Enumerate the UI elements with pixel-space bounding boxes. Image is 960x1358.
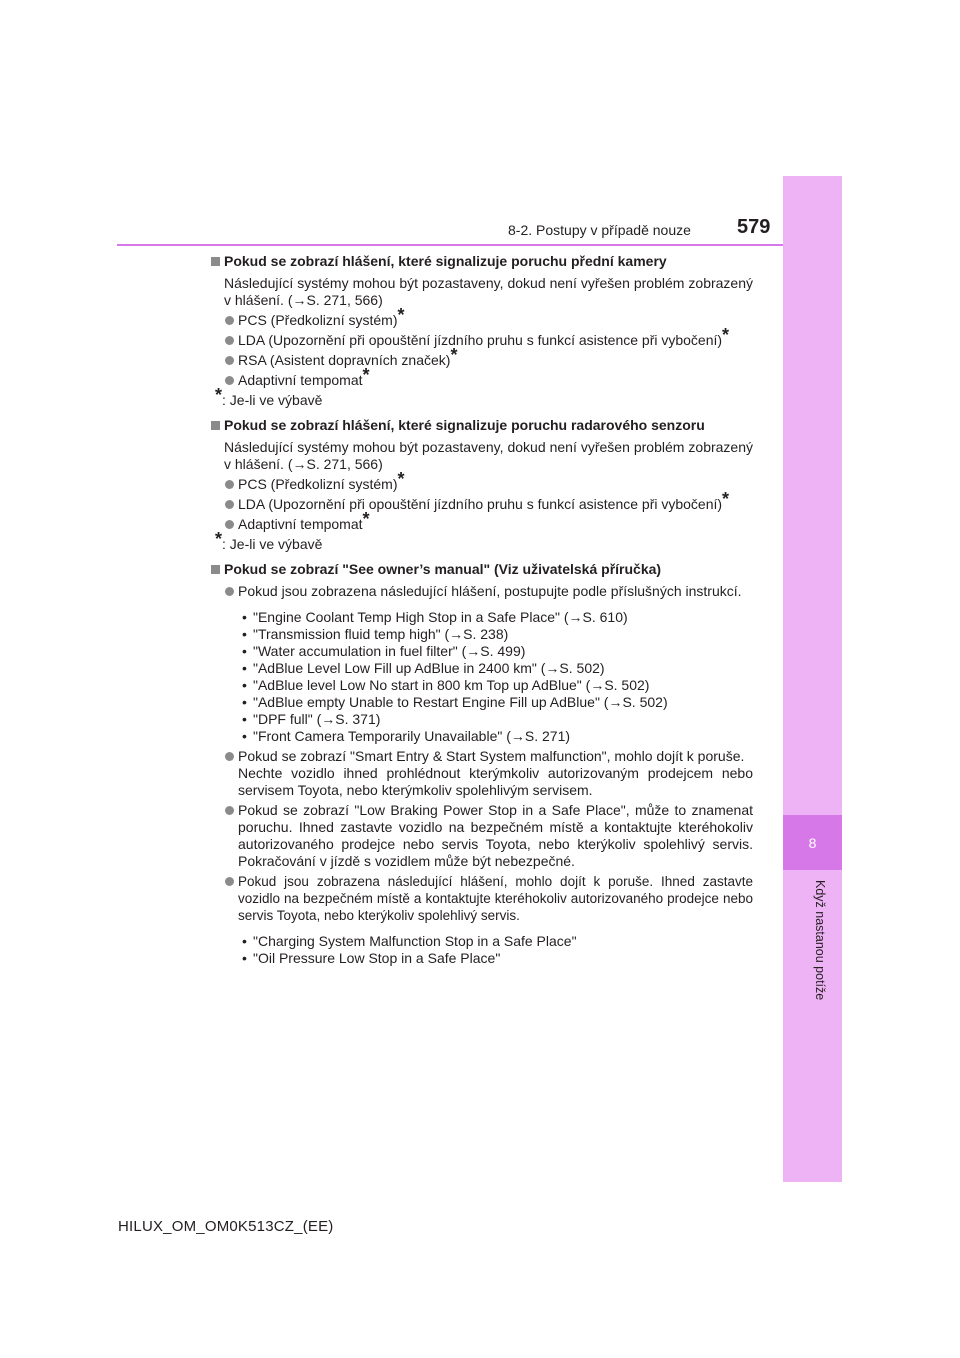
message-item: • "Engine Coolant Temp High Stop in a Safe Place" (→S. 610) xyxy=(242,609,628,625)
paragraph: Následující systémy mohou být pozastaveny, dokud není vyřešen problém zobrazený v hlášení. (→S. 271, 566) xyxy=(224,439,753,472)
message-item: • "AdBlue Level Low Fill up AdBlue in 2400 km" (→S. 502) xyxy=(242,660,605,676)
message-item: • "AdBlue level Low No start in 800 km Top up AdBlue" (→S. 502) xyxy=(242,677,650,693)
chapter-number: 8 xyxy=(808,834,817,851)
bullet-icon xyxy=(225,356,234,365)
page-number: 579 xyxy=(737,216,771,238)
list-item: RSA (Asistent dopravních značek)* xyxy=(224,352,753,369)
bullet-icon xyxy=(225,806,234,815)
bullet-icon xyxy=(225,752,234,761)
footnote: *: Je-li ve výbavě xyxy=(215,385,323,408)
page-content xyxy=(209,253,753,967)
message-item: • "Oil Pressure Low Stop in a Safe Place" xyxy=(242,950,501,966)
list-item: PCS (Předkolizní systém)* xyxy=(224,312,753,329)
list-item: PCS (Předkolizní systém)* xyxy=(224,476,753,493)
message-item: • "AdBlue empty Unable to Restart Engine Fill up AdBlue" (→S. 502) xyxy=(242,694,668,710)
chapter-side-tab xyxy=(783,176,842,1182)
square-bullet-icon xyxy=(211,257,220,266)
section-heading-owners-manual: Pokud se zobrazí "See owner’s manual" (Viz uživatelská příručka) xyxy=(209,561,753,578)
chapter-number-box xyxy=(783,815,842,870)
square-bullet-icon xyxy=(211,421,220,430)
message-item: • "Charging System Malfunction Stop in a Safe Place" xyxy=(242,933,577,949)
section-heading-radar-sensor: Pokud se zobrazí hlášení, které signalizuje poruchu radarového senzoru xyxy=(209,417,753,434)
asterisk-icon: * xyxy=(722,489,730,509)
bullet-icon xyxy=(225,500,234,509)
asterisk-icon: * xyxy=(450,345,458,365)
header-divider xyxy=(117,244,783,246)
paragraph: Následující systémy mohou být pozastaveny, dokud není vyřešen problém zobrazený v hlášení. (→S. 271, 566) xyxy=(224,275,753,308)
asterisk-icon: * xyxy=(215,529,223,549)
message-item: • "Water accumulation in fuel filter" (→S. 499) xyxy=(242,643,526,659)
list-item: LDA (Upozornění při opouštění jízdního pruhu s funkcí asistence při vybočení)* xyxy=(224,332,753,349)
bullet-icon xyxy=(225,587,234,596)
bullet-icon xyxy=(225,316,234,325)
list-item: Pokud jsou zobrazena následující hlášení, postupujte podle příslušných instrukcí. xyxy=(224,583,753,600)
list-item: Adaptivní tempomat* xyxy=(224,372,753,389)
asterisk-icon: * xyxy=(362,365,370,385)
asterisk-icon: * xyxy=(362,509,370,529)
footnote: *: Je-li ve výbavě xyxy=(215,529,323,552)
asterisk-icon: * xyxy=(722,325,730,345)
list-item: Pokud se zobrazí "Low Braking Power Stop in a Safe Place", může to znamenat poruchu. Ihned zastavte vozidlo na bezpečném místě a kontaktujte kteréhokoliv autorizovaného prodejce nebo servis Toyota, nebo kterýkoliv spolehlivý servis. Pokračování v jízdě s vozidlem může být nebezpečné. xyxy=(224,802,753,870)
bullet-icon xyxy=(225,480,234,489)
message-item: • "Transmission fluid temp high" (→S. 238) xyxy=(242,626,509,642)
bullet-icon xyxy=(225,376,234,385)
bullet-icon xyxy=(225,877,234,886)
header-section-title: 8-2. Postupy v případě nouze xyxy=(508,222,691,238)
document-code: HILUX_OM_OM0K513CZ_(EE) xyxy=(118,1218,334,1235)
list-item: LDA (Upozornění při opouštění jízdního pruhu s funkcí asistence při vybočení)* xyxy=(224,496,753,513)
list-item: Pokud jsou zobrazena následující hlášení, mohlo dojít k poruše. Ihned zastavte vozidlo na bezpečném místě a kontaktujte kteréhokoliv autorizovaného prodejce nebo servis Toyota, nebo kterýkoliv spolehlivý servis. xyxy=(224,873,753,924)
bullet-icon xyxy=(225,520,234,529)
section-heading-front-camera: Pokud se zobrazí hlášení, které signalizuje poruchu přední kamery xyxy=(209,253,753,270)
asterisk-icon: * xyxy=(215,385,223,405)
asterisk-icon: * xyxy=(397,305,405,325)
bullet-icon xyxy=(225,336,234,345)
message-item: • "DPF full" (→S. 371) xyxy=(242,711,381,727)
list-item: Pokud se zobrazí "Smart Entry & Start System malfunction", mohlo dojít k poruše. Nechte vozidlo ihned prohlédnout kterýmkoliv autorizovaným prodejcem nebo servisem Toyota, nebo kterýmkoliv spolehlivým servisem. xyxy=(224,748,753,799)
list-item: Adaptivní tempomat* xyxy=(224,516,753,533)
chapter-title: Když nastanou potíže xyxy=(813,880,827,1001)
message-item: • "Front Camera Temporarily Unavailable" (→S. 271) xyxy=(242,728,571,744)
asterisk-icon: * xyxy=(397,469,405,489)
square-bullet-icon xyxy=(211,565,220,574)
